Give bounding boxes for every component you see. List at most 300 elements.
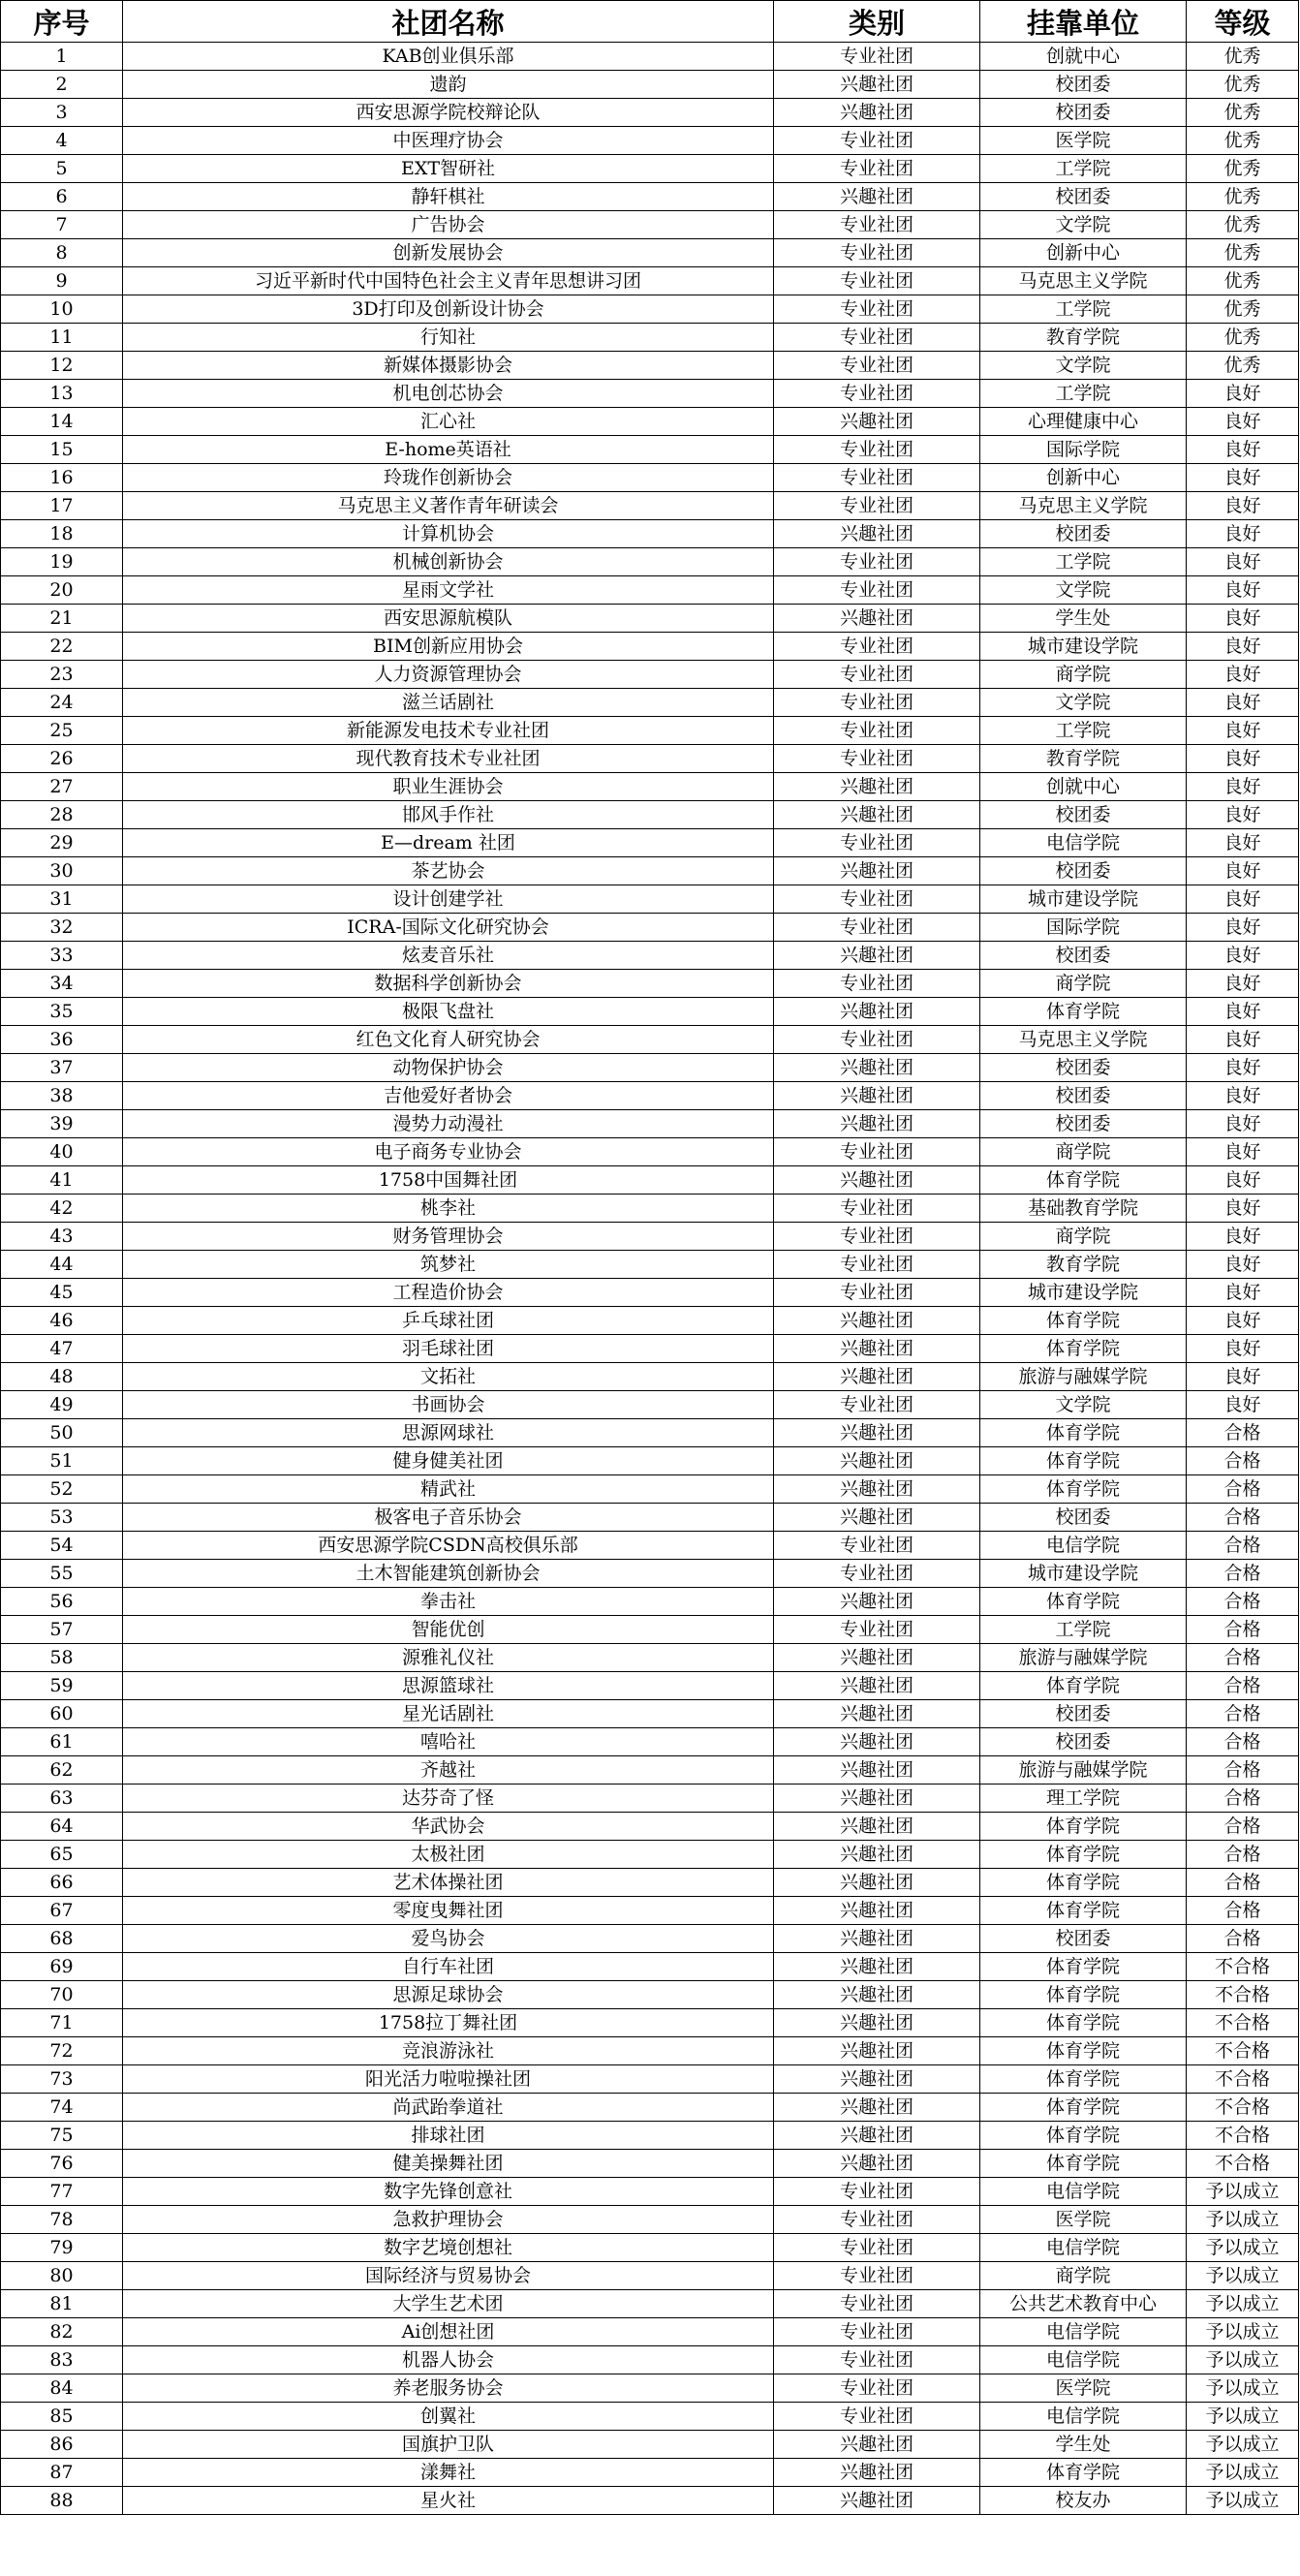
cell-category: 专业社团	[774, 717, 980, 745]
cell-index: 2	[1, 71, 123, 99]
cell-category: 兴趣社团	[774, 2150, 980, 2178]
cell-grade: 予以成立	[1187, 2374, 1299, 2403]
cell-index: 53	[1, 1504, 123, 1532]
cell-category: 专业社团	[774, 324, 980, 352]
cell-index: 62	[1, 1756, 123, 1785]
table-row	[1, 633, 1299, 661]
cell-index: 55	[1, 1560, 123, 1588]
cell-affiliated-unit: 城市建设学院	[980, 633, 1187, 661]
table-row	[1, 2487, 1299, 2515]
cell-index: 87	[1, 2459, 123, 2487]
cell-club-name: 数据科学创新协会	[123, 970, 774, 998]
cell-category: 专业社团	[774, 2318, 980, 2346]
cell-club-name: 大学生艺术团	[123, 2290, 774, 2318]
cell-grade: 良好	[1187, 1223, 1299, 1251]
cell-affiliated-unit: 旅游与融媒学院	[980, 1363, 1187, 1391]
table-row	[1, 183, 1299, 211]
cell-club-name: 广告协会	[123, 211, 774, 239]
cell-category: 兴趣社团	[774, 1728, 980, 1756]
cell-index: 10	[1, 295, 123, 324]
cell-club-name: 吉他爱好者协会	[123, 1082, 774, 1110]
cell-club-name: 人力资源管理协会	[123, 661, 774, 689]
cell-category: 专业社团	[774, 436, 980, 464]
table-row	[1, 1363, 1299, 1391]
cell-category: 兴趣社团	[774, 1475, 980, 1504]
table-row	[1, 2262, 1299, 2290]
cell-grade: 良好	[1187, 914, 1299, 942]
cell-category: 兴趣社团	[774, 801, 980, 829]
cell-affiliated-unit: 体育学院	[980, 2009, 1187, 2037]
cell-affiliated-unit: 校团委	[980, 1110, 1187, 1138]
table-row	[1, 1447, 1299, 1475]
cell-grade: 良好	[1187, 1110, 1299, 1138]
cell-club-name: 西安思源学院CSDN高校俱乐部	[123, 1532, 774, 1560]
cell-index: 66	[1, 1869, 123, 1897]
cell-club-name: 国旗护卫队	[123, 2431, 774, 2459]
cell-club-name: 星雨文学社	[123, 576, 774, 605]
cell-affiliated-unit: 体育学院	[980, 2122, 1187, 2150]
cell-club-name: 书画协会	[123, 1391, 774, 1419]
cell-index: 9	[1, 267, 123, 295]
cell-affiliated-unit: 校团委	[980, 942, 1187, 970]
cell-grade: 优秀	[1187, 324, 1299, 352]
cell-index: 63	[1, 1785, 123, 1813]
cell-club-name: 星火社	[123, 2487, 774, 2515]
table-row	[1, 2234, 1299, 2262]
cell-category: 兴趣社团	[774, 1363, 980, 1391]
cell-category: 兴趣社团	[774, 2037, 980, 2065]
cell-index: 50	[1, 1419, 123, 1447]
cell-club-name: 3D打印及创新设计协会	[123, 295, 774, 324]
cell-club-name: 乒乓球社团	[123, 1307, 774, 1335]
cell-affiliated-unit: 医学院	[980, 2374, 1187, 2403]
cell-affiliated-unit: 教育学院	[980, 1251, 1187, 1279]
cell-club-name: 马克思主义著作青年研读会	[123, 492, 774, 520]
cell-index: 44	[1, 1251, 123, 1279]
cell-grade: 良好	[1187, 1166, 1299, 1195]
cell-category: 专业社团	[774, 2178, 980, 2206]
cell-category: 专业社团	[774, 1195, 980, 1223]
cell-affiliated-unit: 校团委	[980, 857, 1187, 885]
cell-grade: 合格	[1187, 1925, 1299, 1953]
cell-index: 16	[1, 464, 123, 492]
cell-category: 专业社团	[774, 2290, 980, 2318]
cell-club-name: 新能源发电技术专业社团	[123, 717, 774, 745]
cell-index: 34	[1, 970, 123, 998]
cell-club-name: 零度曳舞社团	[123, 1897, 774, 1925]
cell-grade: 良好	[1187, 1082, 1299, 1110]
table-row	[1, 1110, 1299, 1138]
header-index: 序号	[1, 1, 123, 43]
cell-category: 兴趣社团	[774, 2459, 980, 2487]
header-club-name: 社团名称	[123, 1, 774, 43]
table-row	[1, 2009, 1299, 2037]
cell-category: 专业社团	[774, 1026, 980, 1054]
cell-index: 86	[1, 2431, 123, 2459]
cell-category: 专业社团	[774, 239, 980, 267]
cell-index: 49	[1, 1391, 123, 1419]
cell-grade: 良好	[1187, 661, 1299, 689]
cell-category: 专业社团	[774, 548, 980, 576]
cell-grade: 良好	[1187, 408, 1299, 436]
cell-club-name: 文拓社	[123, 1363, 774, 1391]
cell-index: 51	[1, 1447, 123, 1475]
cell-grade: 不合格	[1187, 2065, 1299, 2094]
table-row	[1, 970, 1299, 998]
cell-club-name: 设计创建学社	[123, 885, 774, 914]
table-row	[1, 1279, 1299, 1307]
cell-index: 35	[1, 998, 123, 1026]
cell-grade: 予以成立	[1187, 2318, 1299, 2346]
cell-affiliated-unit: 医学院	[980, 127, 1187, 155]
table-row	[1, 1981, 1299, 2009]
cell-category: 兴趣社团	[774, 605, 980, 633]
cell-grade: 予以成立	[1187, 2206, 1299, 2234]
cell-category: 兴趣社团	[774, 1447, 980, 1475]
cell-category: 专业社团	[774, 914, 980, 942]
cell-index: 36	[1, 1026, 123, 1054]
table-row	[1, 1700, 1299, 1728]
cell-category: 兴趣社团	[774, 1925, 980, 1953]
cell-club-name: 电子商务专业协会	[123, 1138, 774, 1166]
cell-affiliated-unit: 体育学院	[980, 1672, 1187, 1700]
cell-index: 79	[1, 2234, 123, 2262]
cell-affiliated-unit: 电信学院	[980, 2403, 1187, 2431]
table-row	[1, 155, 1299, 183]
cell-index: 14	[1, 408, 123, 436]
cell-affiliated-unit: 校团委	[980, 1054, 1187, 1082]
cell-club-name: 漫势力动漫社	[123, 1110, 774, 1138]
cell-index: 17	[1, 492, 123, 520]
cell-affiliated-unit: 教育学院	[980, 745, 1187, 773]
cell-category: 专业社团	[774, 267, 980, 295]
cell-affiliated-unit: 体育学院	[980, 1869, 1187, 1897]
cell-grade: 合格	[1187, 1672, 1299, 1700]
table-row	[1, 2318, 1299, 2346]
cell-index: 60	[1, 1700, 123, 1728]
cell-club-name: 羽毛球社团	[123, 1335, 774, 1363]
cell-category: 专业社团	[774, 885, 980, 914]
table-row	[1, 745, 1299, 773]
cell-grade: 予以成立	[1187, 2403, 1299, 2431]
cell-category: 兴趣社团	[774, 1785, 980, 1813]
cell-category: 兴趣社团	[774, 857, 980, 885]
cell-index: 33	[1, 942, 123, 970]
cell-grade: 良好	[1187, 576, 1299, 605]
cell-category: 兴趣社团	[774, 998, 980, 1026]
table-row	[1, 2431, 1299, 2459]
cell-grade: 良好	[1187, 1307, 1299, 1335]
cell-category: 兴趣社团	[774, 2094, 980, 2122]
cell-index: 32	[1, 914, 123, 942]
table-row	[1, 773, 1299, 801]
cell-index: 67	[1, 1897, 123, 1925]
table-row	[1, 239, 1299, 267]
cell-category: 专业社团	[774, 2346, 980, 2374]
cell-affiliated-unit: 工学院	[980, 548, 1187, 576]
cell-grade: 优秀	[1187, 211, 1299, 239]
table-row	[1, 1391, 1299, 1419]
cell-club-name: 土木智能建筑创新协会	[123, 1560, 774, 1588]
table-row	[1, 2403, 1299, 2431]
table-row	[1, 1728, 1299, 1756]
cell-club-name: 机器人协会	[123, 2346, 774, 2374]
cell-grade: 良好	[1187, 773, 1299, 801]
cell-index: 85	[1, 2403, 123, 2431]
cell-grade: 良好	[1187, 1279, 1299, 1307]
cell-grade: 良好	[1187, 1251, 1299, 1279]
table-row	[1, 1616, 1299, 1644]
cell-club-name: 机电创芯协会	[123, 380, 774, 408]
cell-affiliated-unit: 国际学院	[980, 436, 1187, 464]
cell-affiliated-unit: 商学院	[980, 970, 1187, 998]
cell-affiliated-unit: 体育学院	[980, 2065, 1187, 2094]
cell-grade: 良好	[1187, 1195, 1299, 1223]
cell-category: 专业社团	[774, 1279, 980, 1307]
cell-category: 专业社团	[774, 633, 980, 661]
table-row	[1, 43, 1299, 71]
header-affiliated-unit: 挂靠单位	[980, 1, 1187, 43]
cell-index: 7	[1, 211, 123, 239]
cell-index: 8	[1, 239, 123, 267]
cell-category: 兴趣社团	[774, 1082, 980, 1110]
cell-index: 26	[1, 745, 123, 773]
cell-affiliated-unit: 体育学院	[980, 1841, 1187, 1869]
cell-grade: 良好	[1187, 1391, 1299, 1419]
cell-category: 专业社团	[774, 127, 980, 155]
cell-index: 25	[1, 717, 123, 745]
cell-affiliated-unit: 国际学院	[980, 914, 1187, 942]
cell-club-name: 急救护理协会	[123, 2206, 774, 2234]
cell-affiliated-unit: 马克思主义学院	[980, 1026, 1187, 1054]
cell-affiliated-unit: 医学院	[980, 2206, 1187, 2234]
table-row	[1, 2178, 1299, 2206]
cell-category: 兴趣社团	[774, 183, 980, 211]
table-row	[1, 605, 1299, 633]
cell-category: 专业社团	[774, 2206, 980, 2234]
cell-category: 专业社团	[774, 689, 980, 717]
table-row	[1, 576, 1299, 605]
cell-club-name: 精武社	[123, 1475, 774, 1504]
cell-grade: 优秀	[1187, 71, 1299, 99]
table-row	[1, 1419, 1299, 1447]
cell-index: 13	[1, 380, 123, 408]
cell-index: 30	[1, 857, 123, 885]
cell-affiliated-unit: 学生处	[980, 2431, 1187, 2459]
cell-grade: 合格	[1187, 1785, 1299, 1813]
cell-affiliated-unit: 体育学院	[980, 1475, 1187, 1504]
cell-affiliated-unit: 文学院	[980, 1391, 1187, 1419]
cell-index: 77	[1, 2178, 123, 2206]
table-row	[1, 1560, 1299, 1588]
cell-grade: 良好	[1187, 1054, 1299, 1082]
cell-category: 兴趣社团	[774, 1166, 980, 1195]
cell-affiliated-unit: 商学院	[980, 2262, 1187, 2290]
table-row	[1, 2206, 1299, 2234]
cell-club-name: 嘻哈社	[123, 1728, 774, 1756]
cell-club-name: EXT智研社	[123, 155, 774, 183]
cell-index: 76	[1, 2150, 123, 2178]
table-row	[1, 548, 1299, 576]
cell-grade: 不合格	[1187, 1953, 1299, 1981]
cell-category: 专业社团	[774, 295, 980, 324]
cell-index: 6	[1, 183, 123, 211]
cell-category: 专业社团	[774, 1223, 980, 1251]
cell-grade: 合格	[1187, 1728, 1299, 1756]
cell-affiliated-unit: 旅游与融媒学院	[980, 1756, 1187, 1785]
cell-club-name: 极客电子音乐协会	[123, 1504, 774, 1532]
cell-grade: 不合格	[1187, 2037, 1299, 2065]
cell-index: 57	[1, 1616, 123, 1644]
cell-club-name: 1758中国舞社团	[123, 1166, 774, 1195]
cell-category: 兴趣社团	[774, 1335, 980, 1363]
cell-index: 48	[1, 1363, 123, 1391]
cell-category: 兴趣社团	[774, 408, 980, 436]
cell-grade: 不合格	[1187, 2009, 1299, 2037]
table-row	[1, 829, 1299, 857]
table-row	[1, 1223, 1299, 1251]
cell-index: 27	[1, 773, 123, 801]
cell-index: 84	[1, 2374, 123, 2403]
cell-club-name: BIM创新应用协会	[123, 633, 774, 661]
cell-club-name: 漾舞社	[123, 2459, 774, 2487]
cell-club-name: 滋兰话剧社	[123, 689, 774, 717]
cell-affiliated-unit: 电信学院	[980, 2346, 1187, 2374]
table-row	[1, 942, 1299, 970]
cell-grade: 良好	[1187, 970, 1299, 998]
table-row	[1, 1813, 1299, 1841]
cell-category: 专业社团	[774, 745, 980, 773]
cell-index: 80	[1, 2262, 123, 2290]
cell-index: 75	[1, 2122, 123, 2150]
cell-club-name: 创新发展协会	[123, 239, 774, 267]
cell-index: 12	[1, 352, 123, 380]
cell-grade: 予以成立	[1187, 2262, 1299, 2290]
cell-index: 71	[1, 2009, 123, 2037]
cell-index: 3	[1, 99, 123, 127]
cell-club-name: 数字先锋创意社	[123, 2178, 774, 2206]
cell-affiliated-unit: 工学院	[980, 380, 1187, 408]
cell-category: 专业社团	[774, 1532, 980, 1560]
table-row	[1, 2150, 1299, 2178]
cell-index: 52	[1, 1475, 123, 1504]
cell-grade: 良好	[1187, 1363, 1299, 1391]
cell-category: 兴趣社团	[774, 1981, 980, 2009]
cell-grade: 予以成立	[1187, 2459, 1299, 2487]
cell-grade: 优秀	[1187, 183, 1299, 211]
cell-category: 专业社团	[774, 1616, 980, 1644]
cell-index: 69	[1, 1953, 123, 1981]
table-row	[1, 885, 1299, 914]
cell-grade: 优秀	[1187, 155, 1299, 183]
cell-club-name: 国际经济与贸易协会	[123, 2262, 774, 2290]
cell-affiliated-unit: 文学院	[980, 352, 1187, 380]
cell-grade: 良好	[1187, 464, 1299, 492]
cell-affiliated-unit: 旅游与融媒学院	[980, 1644, 1187, 1672]
table-row	[1, 1785, 1299, 1813]
cell-club-name: 中医理疗协会	[123, 127, 774, 155]
cell-affiliated-unit: 校团委	[980, 1728, 1187, 1756]
cell-grade: 合格	[1187, 1616, 1299, 1644]
table-row	[1, 1925, 1299, 1953]
table-row	[1, 408, 1299, 436]
cell-club-name: 思源篮球社	[123, 1672, 774, 1700]
cell-affiliated-unit: 工学院	[980, 1616, 1187, 1644]
cell-affiliated-unit: 体育学院	[980, 1166, 1187, 1195]
cell-category: 专业社团	[774, 1138, 980, 1166]
table-row	[1, 127, 1299, 155]
cell-grade: 合格	[1187, 1700, 1299, 1728]
cell-affiliated-unit: 体育学院	[980, 1447, 1187, 1475]
cell-club-name: 遗韵	[123, 71, 774, 99]
cell-category: 专业社团	[774, 1391, 980, 1419]
cell-grade: 良好	[1187, 436, 1299, 464]
header-row	[1, 1, 1299, 43]
table-row	[1, 661, 1299, 689]
cell-category: 兴趣社团	[774, 1588, 980, 1616]
cell-index: 1	[1, 43, 123, 71]
cell-club-name: 星光话剧社	[123, 1700, 774, 1728]
cell-affiliated-unit: 校团委	[980, 183, 1187, 211]
cell-grade: 予以成立	[1187, 2346, 1299, 2374]
cell-index: 81	[1, 2290, 123, 2318]
table-row	[1, 436, 1299, 464]
cell-grade: 予以成立	[1187, 2178, 1299, 2206]
cell-category: 兴趣社团	[774, 2431, 980, 2459]
cell-grade: 良好	[1187, 857, 1299, 885]
cell-grade: 合格	[1187, 1813, 1299, 1841]
cell-index: 64	[1, 1813, 123, 1841]
cell-index: 88	[1, 2487, 123, 2515]
cell-grade: 优秀	[1187, 43, 1299, 71]
cell-club-name: 排球社团	[123, 2122, 774, 2150]
cell-index: 56	[1, 1588, 123, 1616]
cell-index: 23	[1, 661, 123, 689]
cell-affiliated-unit: 城市建设学院	[980, 885, 1187, 914]
cell-category: 兴趣社团	[774, 1869, 980, 1897]
cell-category: 兴趣社团	[774, 1756, 980, 1785]
cell-category: 兴趣社团	[774, 1307, 980, 1335]
cell-index: 72	[1, 2037, 123, 2065]
cell-index: 45	[1, 1279, 123, 1307]
cell-category: 兴趣社团	[774, 1054, 980, 1082]
cell-grade: 合格	[1187, 1447, 1299, 1475]
cell-grade: 优秀	[1187, 239, 1299, 267]
cell-index: 39	[1, 1110, 123, 1138]
cell-grade: 不合格	[1187, 2094, 1299, 2122]
cell-index: 18	[1, 520, 123, 548]
cell-category: 兴趣社团	[774, 1813, 980, 1841]
cell-index: 70	[1, 1981, 123, 2009]
cell-category: 专业社团	[774, 1251, 980, 1279]
cell-affiliated-unit: 创新中心	[980, 464, 1187, 492]
table-row	[1, 998, 1299, 1026]
cell-index: 37	[1, 1054, 123, 1082]
cell-affiliated-unit: 校友办	[980, 2487, 1187, 2515]
cell-category: 专业社团	[774, 2234, 980, 2262]
cell-grade: 不合格	[1187, 2150, 1299, 2178]
table-row	[1, 352, 1299, 380]
cell-grade: 优秀	[1187, 352, 1299, 380]
cell-club-name: 尚武跆拳道社	[123, 2094, 774, 2122]
table-row	[1, 1138, 1299, 1166]
cell-club-name: 智能优创	[123, 1616, 774, 1644]
cell-club-name: 财务管理协会	[123, 1223, 774, 1251]
cell-index: 40	[1, 1138, 123, 1166]
table-row	[1, 1335, 1299, 1363]
cell-grade: 合格	[1187, 1560, 1299, 1588]
cell-affiliated-unit: 商学院	[980, 1138, 1187, 1166]
